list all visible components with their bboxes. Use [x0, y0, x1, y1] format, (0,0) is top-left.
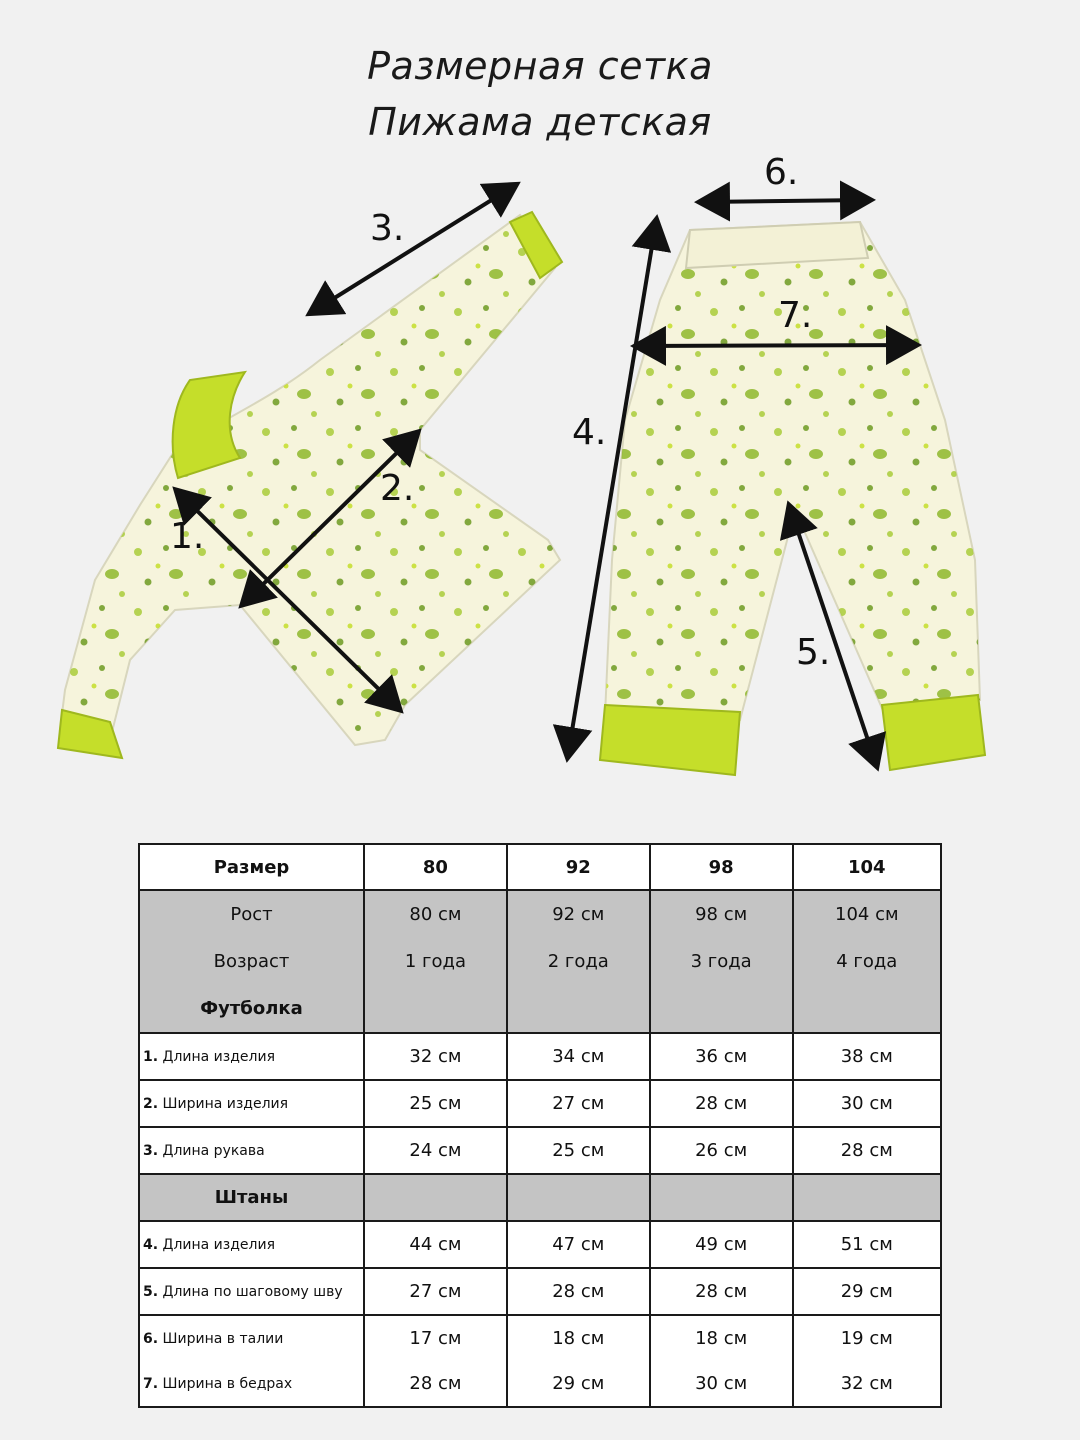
table-cell: 27 см: [507, 1080, 650, 1127]
table-cell: 18 см: [650, 1315, 793, 1361]
row-label: 6. Ширина в талии: [139, 1315, 364, 1361]
label-4: 4.: [572, 412, 607, 453]
table-row: [139, 1221, 941, 1268]
arrow-7: [638, 345, 914, 346]
garment-illustration: [0, 150, 1080, 790]
table-row: [139, 1033, 941, 1080]
label-1: 1.: [170, 516, 205, 557]
table-cell: 80 см: [409, 904, 462, 925]
header-98: 98: [650, 844, 793, 890]
section-pants: Штаны: [139, 1174, 364, 1221]
label-5: 5.: [796, 632, 831, 673]
label-6: 6.: [764, 152, 799, 193]
row-label: 2. Ширина изделия: [139, 1080, 364, 1127]
row-label: 3. Длина рукава: [139, 1127, 364, 1174]
table-cell: 32 см: [793, 1361, 941, 1407]
label-7: 7.: [778, 295, 813, 336]
info-col-92: [507, 890, 650, 1033]
info-col-80: [364, 890, 507, 1033]
header-92: 92: [507, 844, 650, 890]
table-cell: 28 см: [793, 1127, 941, 1174]
table-cell: 32 см: [364, 1033, 507, 1080]
page-subtitle: Пижама детская: [368, 100, 712, 144]
shirt-illustration: [58, 212, 562, 758]
page-title: Размерная сетка: [367, 44, 713, 88]
info-col-104: [793, 890, 941, 1033]
header-80: 80: [364, 844, 507, 890]
table-cell: 28 см: [507, 1268, 650, 1315]
table-cell: 47 см: [507, 1221, 650, 1268]
table-cell: 28 см: [364, 1361, 507, 1407]
header-104: 104: [793, 844, 941, 890]
table-cell: 26 см: [650, 1127, 793, 1174]
info-row: [139, 890, 941, 1033]
row-label-height: Рост: [230, 904, 273, 925]
table-cell: 29 см: [507, 1361, 650, 1407]
table-row: [139, 1127, 941, 1174]
table-cell: 30 см: [793, 1080, 941, 1127]
table-cell: 30 см: [650, 1361, 793, 1407]
label-2: 2.: [380, 468, 415, 509]
table-cell: 92 см: [552, 904, 605, 925]
table-cell: 49 см: [650, 1221, 793, 1268]
table-cell: 2 года: [547, 951, 609, 972]
size-table: [138, 843, 942, 1408]
section-row-pants: [139, 1174, 941, 1221]
header-size: Размер: [139, 844, 364, 890]
table-cell: 104 см: [835, 904, 899, 925]
row-label: 4. Длина изделия: [139, 1221, 364, 1268]
table-cell: 27 см: [364, 1268, 507, 1315]
row-label: 1. Длина изделия: [139, 1033, 364, 1080]
arrow-6: [702, 200, 868, 202]
table-cell: 44 см: [364, 1221, 507, 1268]
table-cell: 18 см: [507, 1315, 650, 1361]
label-3: 3.: [370, 208, 405, 249]
table-cell: 25 см: [507, 1127, 650, 1174]
table-cell: 51 см: [793, 1221, 941, 1268]
table-cell: 28 см: [650, 1080, 793, 1127]
table-cell: 4 года: [836, 951, 898, 972]
section-shirt: Футболка: [200, 998, 303, 1019]
info-col-98: [650, 890, 793, 1033]
row-label: 5. Длина по шаговому шву: [139, 1268, 364, 1315]
table-row: [139, 1080, 941, 1127]
table-cell: 19 см: [793, 1315, 941, 1361]
table-cell: 28 см: [650, 1268, 793, 1315]
table-cell: 38 см: [793, 1033, 941, 1080]
table-cell: 17 см: [364, 1315, 507, 1361]
table-cell: 1 года: [404, 951, 466, 972]
table-cell: 34 см: [507, 1033, 650, 1080]
table-row: [139, 1315, 941, 1361]
table-cell: 29 см: [793, 1268, 941, 1315]
table-cell: 3 года: [690, 951, 752, 972]
row-label-age: Возраст: [213, 951, 290, 972]
table-cell: 25 см: [364, 1080, 507, 1127]
table-cell: 98 см: [695, 904, 748, 925]
table-cell: 24 см: [364, 1127, 507, 1174]
info-labels: [139, 890, 364, 1033]
table-row: [139, 1268, 941, 1315]
table-header-row: [139, 844, 941, 890]
table-cell: 36 см: [650, 1033, 793, 1080]
table-row: [139, 1361, 941, 1407]
row-label: 7. Ширина в бедрах: [139, 1361, 364, 1407]
